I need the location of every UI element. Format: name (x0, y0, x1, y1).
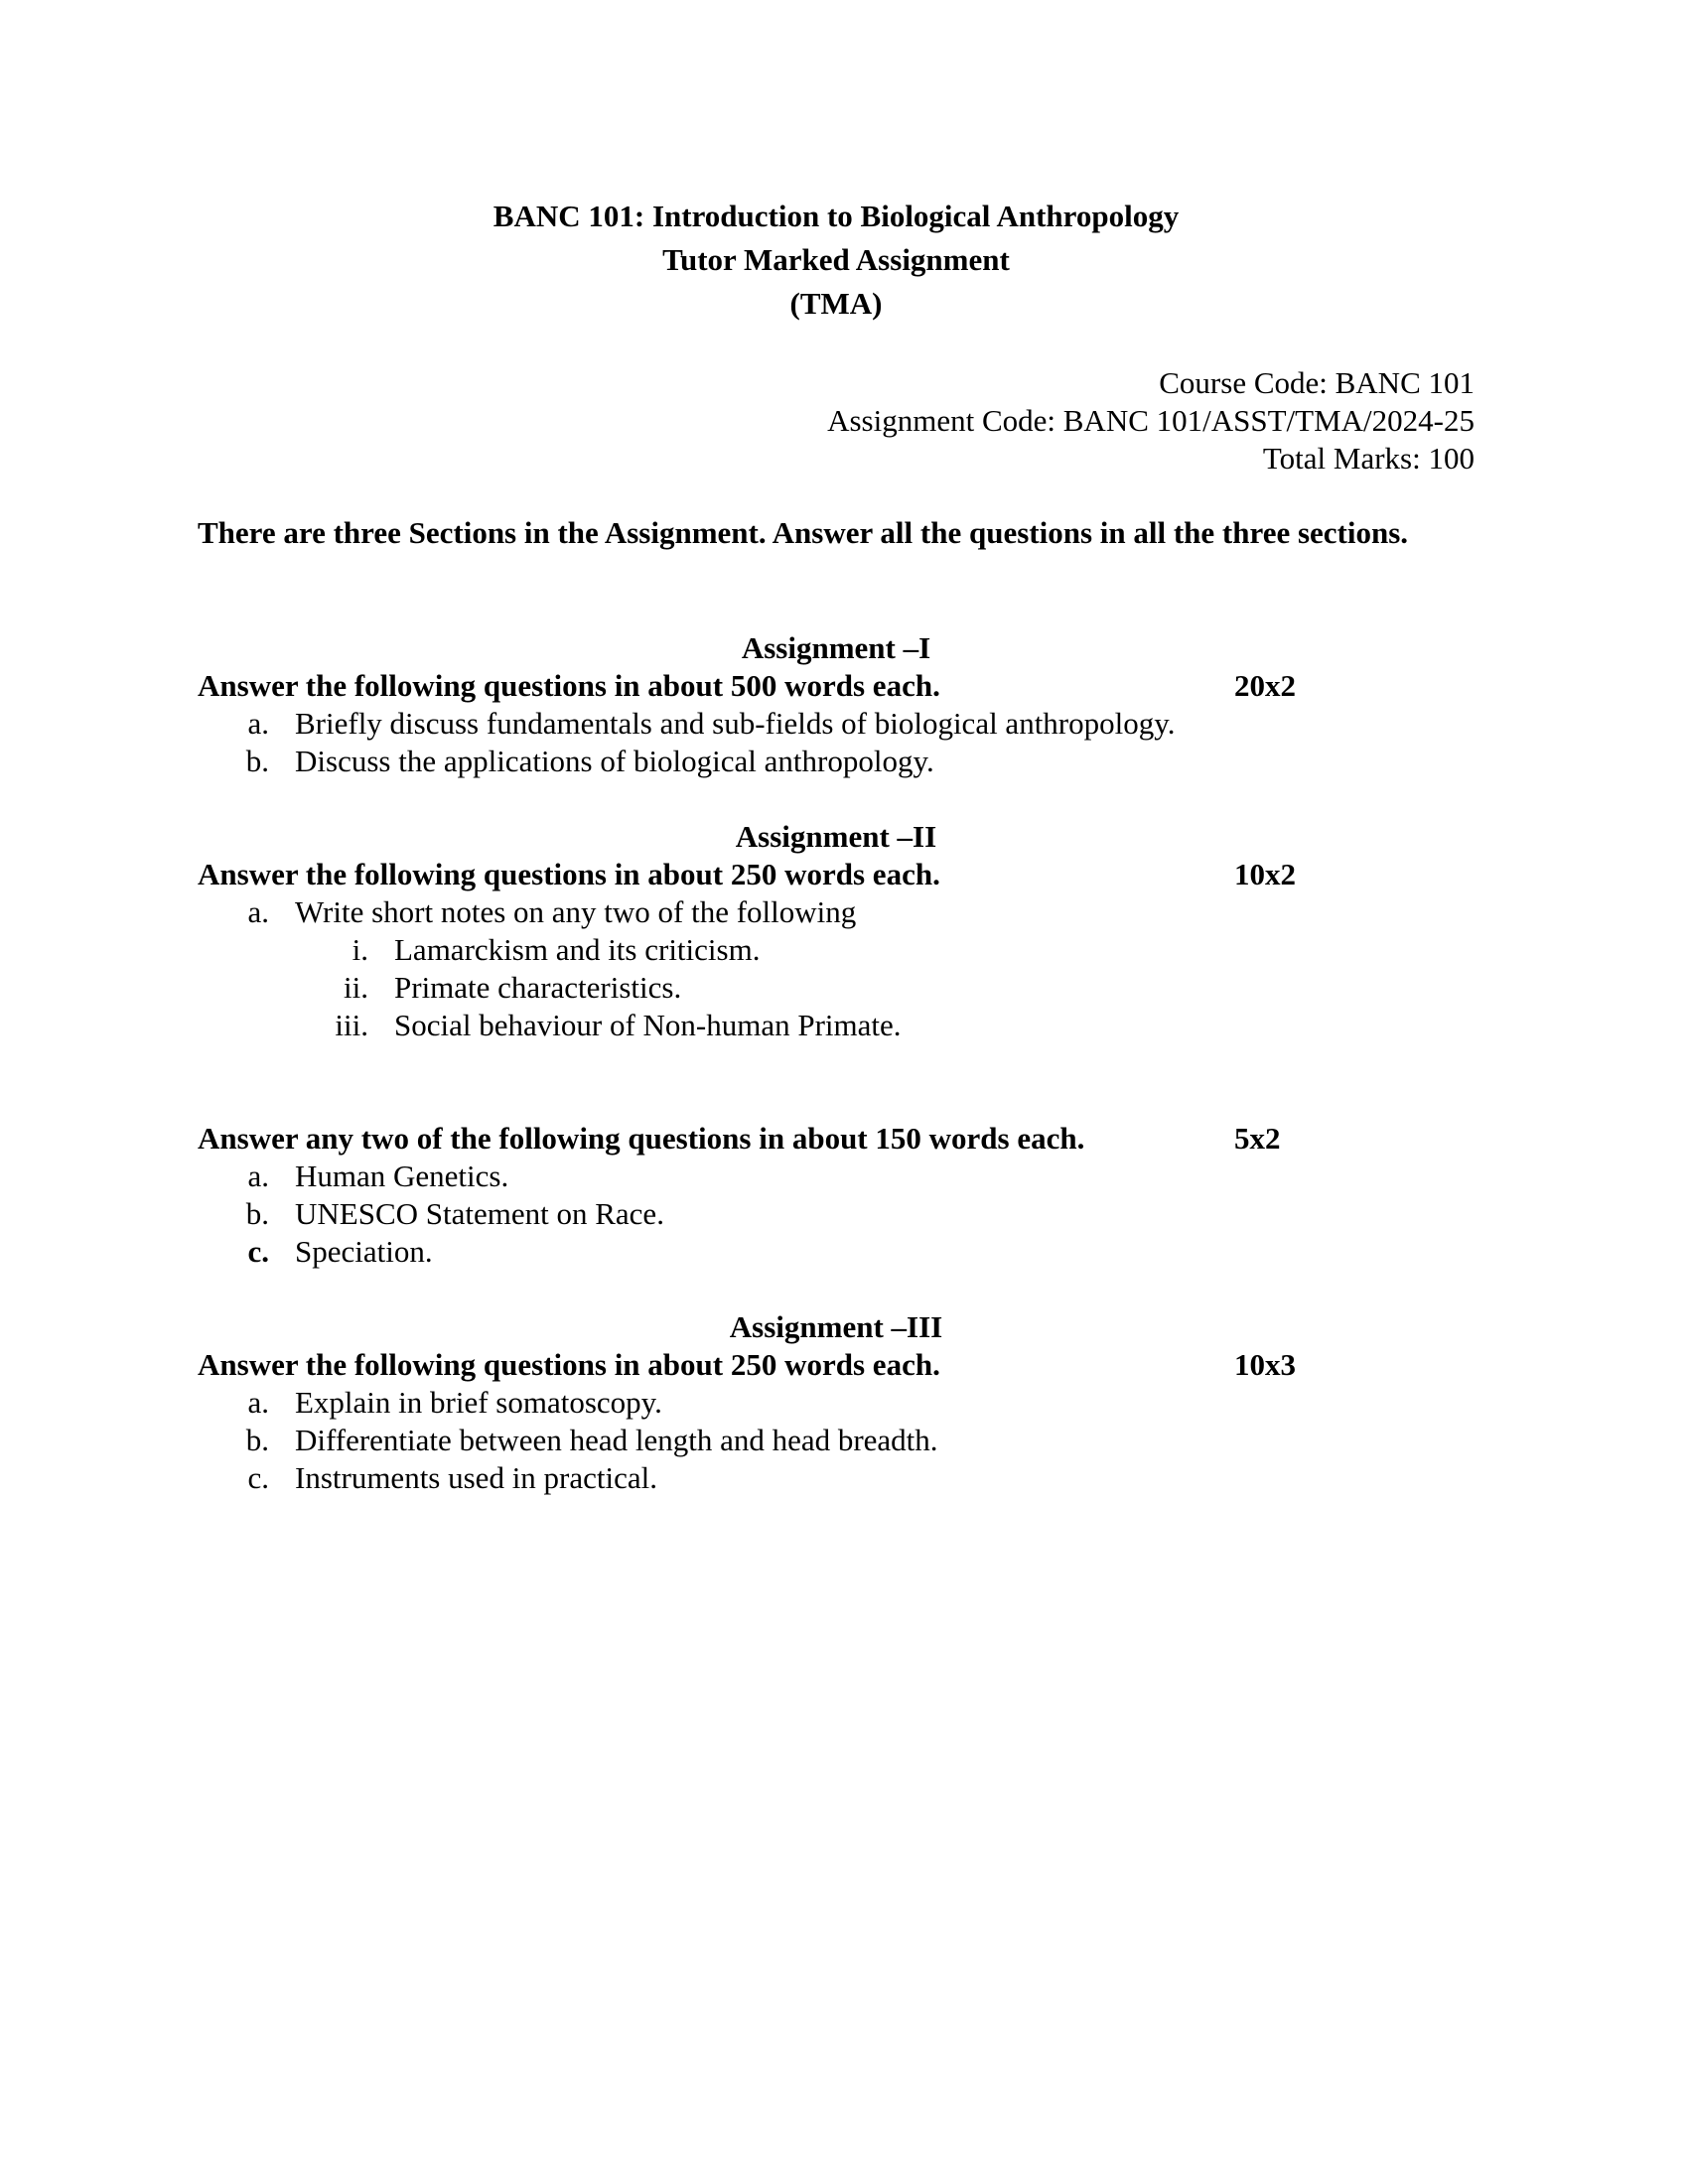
item-text: Speciation. (295, 1234, 433, 1269)
item-text: Human Genetics. (295, 1159, 509, 1193)
assignment-meta (827, 364, 1475, 478)
question-group-instruction (198, 1346, 1475, 1384)
sub-item-label: i. (352, 932, 368, 967)
instruction-text: Answer any two of the following questions in about 150 words each. (198, 1121, 1085, 1156)
list-item (198, 1422, 938, 1459)
section-heading-assignment-3: Assignment –III (729, 1309, 943, 1344)
item-label: a. (247, 706, 269, 741)
sub-question-list (198, 931, 902, 1044)
list-item (198, 1158, 664, 1195)
total-marks: Total Marks: 100 (1262, 441, 1475, 476)
assignment-abbreviation: (TMA) (789, 286, 883, 321)
sub-list-item (198, 1007, 902, 1044)
question-list (198, 705, 1175, 780)
sub-item-text: Lamarckism and its criticism. (394, 932, 761, 967)
item-label: c. (247, 1234, 269, 1269)
item-text: Briefly discuss fundamentals and sub-fields of biological anthropology. (295, 706, 1176, 741)
sub-item-label: ii. (344, 970, 368, 1005)
document-title (198, 195, 1475, 326)
section-heading-assignment-1: Assignment –I (741, 630, 931, 665)
marks-label: 10x3 (1234, 1347, 1296, 1382)
course-code: Course Code: BANC 101 (1159, 365, 1475, 400)
item-label: a. (247, 1159, 269, 1193)
item-label: a. (247, 894, 269, 929)
list-item (198, 1459, 938, 1497)
list-item (198, 705, 1175, 743)
list-item (198, 893, 856, 931)
item-text: Write short notes on any two of the following (295, 894, 857, 929)
instruction-text: Answer the following questions in about 500 words each. (198, 668, 940, 703)
sub-item-text: Social behaviour of Non-human Primate. (394, 1008, 902, 1042)
question-group-instruction (198, 667, 1475, 705)
question-group-instruction (198, 1120, 1475, 1158)
instruction-text: Answer the following questions in about 250 words each. (198, 1347, 940, 1382)
item-text: UNESCO Statement on Race. (295, 1196, 664, 1231)
sub-list-item (198, 931, 902, 969)
question-list (198, 1384, 938, 1497)
item-text: Explain in brief somatoscopy. (295, 1385, 662, 1420)
marks-label: 5x2 (1234, 1121, 1281, 1156)
general-instructions: There are three Sections in the Assignment. Answer all the questions in all the three sections. (198, 515, 1409, 550)
assignment-code: Assignment Code: BANC 101/ASST/TMA/2024-25 (827, 403, 1475, 438)
list-item (198, 743, 1175, 780)
item-label: b. (245, 1423, 269, 1457)
item-text: Instruments used in practical. (295, 1460, 658, 1495)
assignment-type-title: Tutor Marked Assignment (662, 242, 1010, 277)
list-item (198, 1195, 664, 1233)
item-text: Discuss the applications of biological anthropology. (295, 744, 934, 778)
item-label: b. (245, 744, 269, 778)
item-label: b. (245, 1196, 269, 1231)
list-item (198, 1384, 938, 1422)
marks-label: 20x2 (1234, 668, 1296, 703)
course-title: BANC 101: Introduction to Biological Anthropology (492, 199, 1180, 233)
sub-item-text: Primate characteristics. (394, 970, 682, 1005)
question-list (198, 1158, 664, 1271)
instruction-text: Answer the following questions in about 250 words each. (198, 857, 940, 891)
marks-label: 10x2 (1234, 857, 1296, 891)
list-item (198, 1233, 664, 1271)
sub-list-item (198, 969, 902, 1007)
section-heading-assignment-2: Assignment –II (735, 819, 937, 854)
item-text: Differentiate between head length and head breadth. (295, 1423, 938, 1457)
question-list (198, 893, 856, 931)
item-label: a. (247, 1385, 269, 1420)
sub-item-label: iii. (335, 1008, 368, 1042)
question-group-instruction (198, 856, 1475, 893)
item-label: c. (247, 1460, 269, 1495)
